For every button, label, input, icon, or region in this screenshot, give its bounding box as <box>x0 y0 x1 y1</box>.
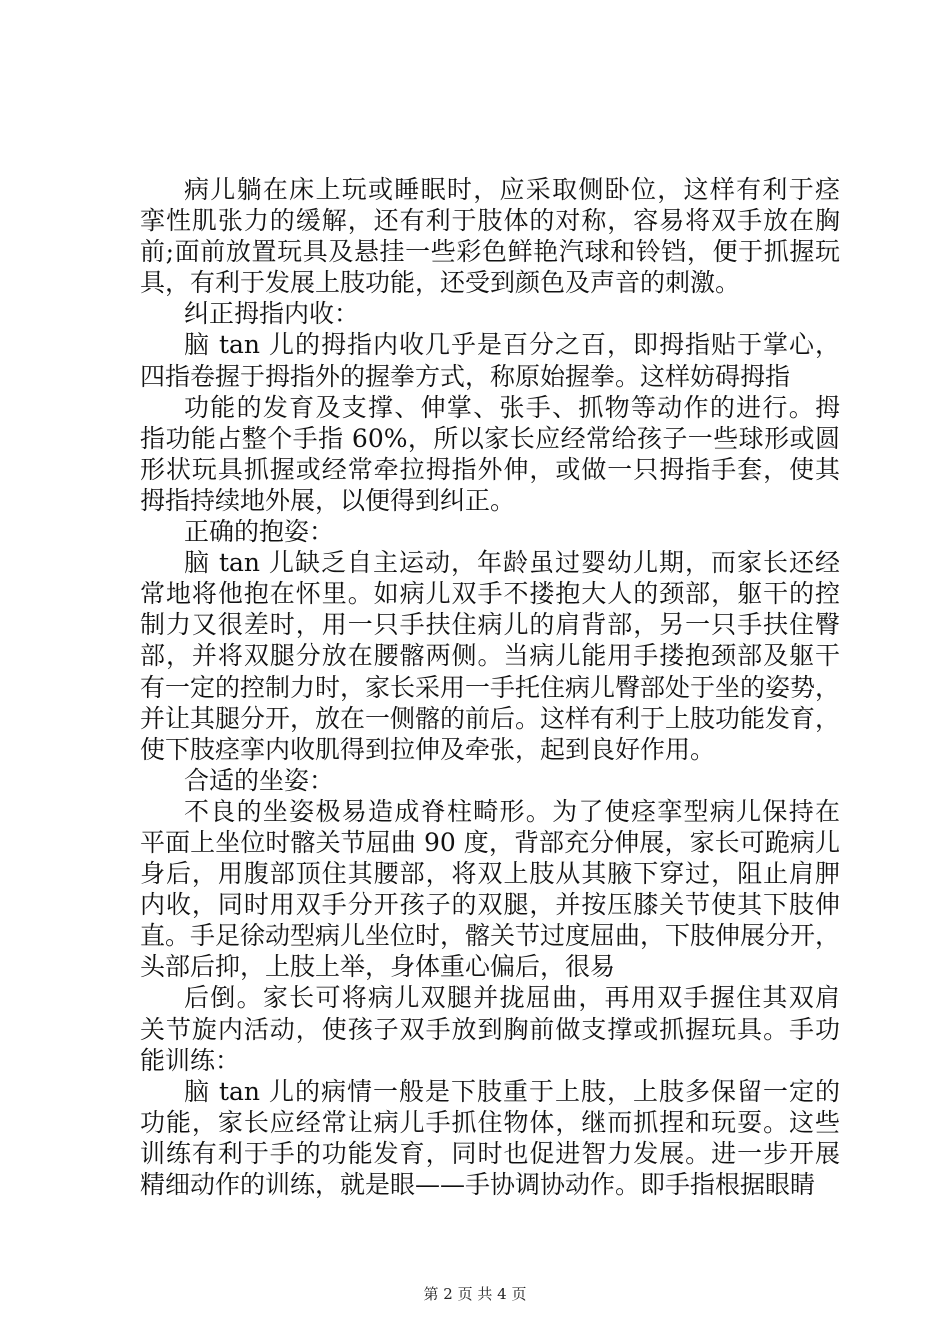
text-line: 挛性肌张力的缓解，还有利于肢体的对称，容易将双手放在胸 <box>140 206 840 236</box>
text-line: 具，有利于发展上肢功能，还受到颜色及声音的刺激。 <box>140 268 741 298</box>
text-line: 合适的坐姿： <box>184 765 335 795</box>
text-line: 常地将他抱在怀里。如病儿双手不搂抱大人的颈部，躯干的控 <box>140 579 840 609</box>
text-line: 部，并将双腿分放在腰髂两侧。当病儿能用手搂抱颈部及躯干 <box>140 641 840 671</box>
text-line: 指功能占整个手指 60%，所以家长应经常给孩子一些球形或圆 <box>140 423 840 453</box>
text-line: 四指卷握于拇指外的握拳方式，称原始握拳。这样妨碍拇指 <box>140 361 791 391</box>
text-line: 平面上坐位时髂关节屈曲 90 度，背部充分伸展，家长可跪病儿 <box>140 827 840 857</box>
text-line: 直。手足徐动型病儿坐位时，髂关节过度屈曲，下肢伸展分开， <box>140 921 841 951</box>
text-line: 内收，同时用双手分开孩子的双腿，并按压膝关节使其下肢伸 <box>140 890 840 920</box>
text-line: 脑 tan 儿缺乏自主运动，年龄虽过婴幼儿期，而家长还经 <box>184 548 840 578</box>
text-line: 不良的坐姿极易造成脊柱畸形。为了使痉挛型病儿保持在 <box>184 796 840 826</box>
text-line: 纠正拇指内收： <box>184 299 360 329</box>
text-line: 训练有利于手的功能发育，同时也促进智力发展。进一步开展 <box>140 1138 840 1168</box>
page-footer: 第 2 页 共 4 页 <box>423 1285 527 1303</box>
text-line: 精细动作的训练，就是眼——手协调协动作。即手指根据眼睛 <box>140 1170 816 1199</box>
text-line: 形状玩具抓握或经常牵拉拇指外伸，或做一只拇指手套，使其 <box>140 454 840 484</box>
text-line: 病儿躺在床上玩或睡眠时，应采取侧卧位，这样有利于痉 <box>184 175 840 204</box>
text-line: 功能，家长应经常让病儿手抓住物体，继而抓捏和玩耍。这些 <box>140 1107 840 1137</box>
text-line: 脑 tan 儿的拇指内收几乎是百分之百，即拇指贴于掌心， <box>184 330 840 360</box>
text-line: 使下肢痉挛内收肌得到拉伸及牵张，起到良好作用。 <box>140 734 716 764</box>
text-line: 身后，用腹部顶住其腰部，将双上肢从其腋下穿过，阻止肩胛 <box>140 859 840 889</box>
text-line: 并让其腿分开，放在一侧髂的前后。这样有利于上肢功能发育， <box>140 703 841 733</box>
text-line: 脑 tan 儿的病情一般是下肢重于上肢，上肢多保留一定的 <box>184 1076 840 1106</box>
text-line: 头部后抑，上肢上举，身体重心偏后，很易 <box>140 952 616 982</box>
text-line: 后倒。家长可将病儿双腿并拢屈曲，再用双手握住其双肩 <box>184 983 840 1013</box>
text-line: 有一定的控制力时，家长采用一手托住病儿臀部处于坐的姿势， <box>140 672 841 702</box>
text-line: 正确的抱姿： <box>184 517 335 547</box>
text-line: 制力又很差时，用一只手扶住病儿的肩背部，另一只手扶住臀 <box>140 610 840 640</box>
text-line: 功能的发育及支撑、伸掌、张手、抓物等动作的进行。拇 <box>184 392 840 422</box>
text-line: 前;面前放置玩具及悬挂一些彩色鲜艳汽球和铃铛，便于抓握玩 <box>140 237 840 267</box>
text-line: 关节旋内活动，使孩子双手放到胸前做支撑或抓握玩具。手功 <box>140 1014 840 1044</box>
body-text <box>140 174 840 1200</box>
text-line: 拇指持续地外展，以便得到纠正。 <box>140 485 516 515</box>
text-line: 能训练： <box>140 1045 241 1075</box>
